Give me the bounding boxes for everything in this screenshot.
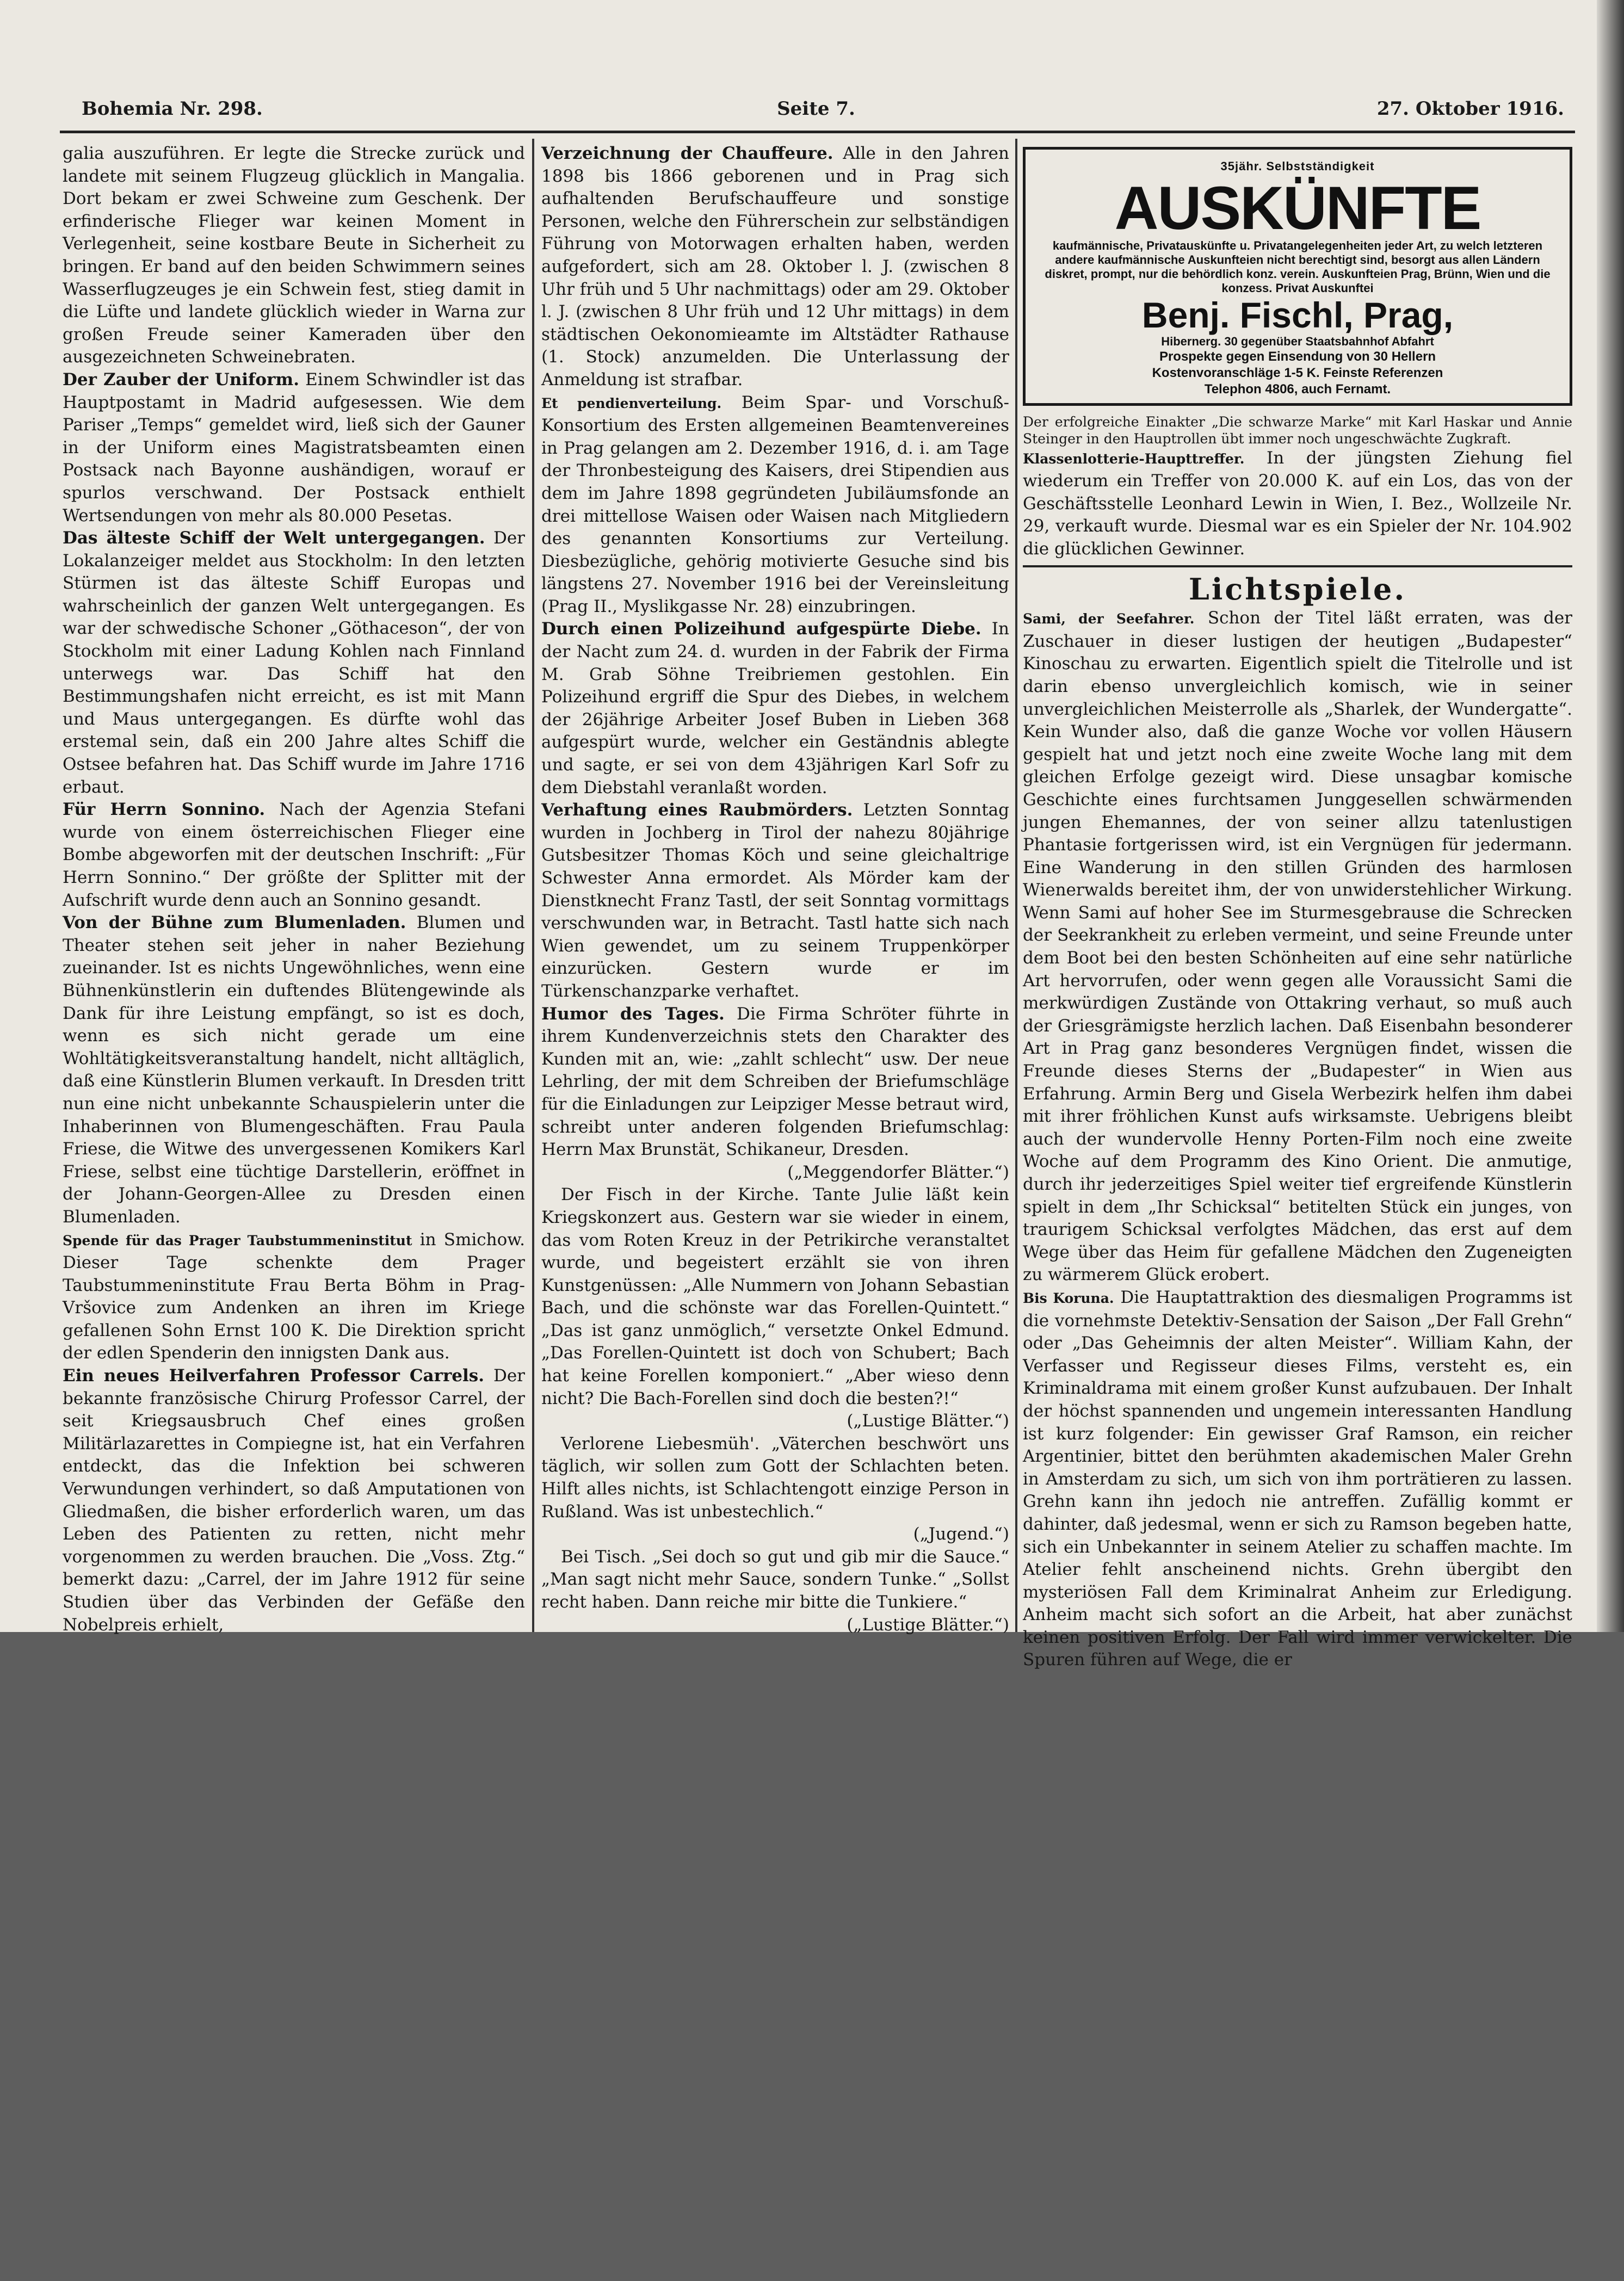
header-date: 27. Oktober 1916. [1376, 98, 1564, 120]
section-title: Lichtspiele. [1188, 571, 1407, 607]
article-headline: Sami, der Seefahrer. [1023, 611, 1195, 627]
article-body: Einem Schwindler ist das Hauptpostamt in Madrid aufgesessen. Wie dem Pariser „Temps“ gemeldet wird, ließ sich der Gauner in der Uniform eines Magistratsbeamten einen Postsack nach Bayonne aushändigen, worauf er spurlos verschwand. Der Postsack enthielt Wertsendungen von mehr als 80.000 Pesetas. [63, 369, 526, 526]
ad-firm-name: Benj. Fischl, Prag, [1141, 294, 1454, 335]
ad-top-line: 35jähr. Selbstständigkeit [1220, 159, 1375, 173]
page-edge-shadow [1597, 0, 1624, 1632]
ad-footer-2: Kostenvoranschläge 1-5 K. Feinste Referenzen [1152, 365, 1443, 380]
quote-source: („Lustige Blätter.“) [847, 1411, 1009, 1431]
article-headline: Humor des Tages. [541, 1004, 725, 1024]
page-header [82, 98, 1564, 131]
ad-address: Hibernerg. 30 gegenüber Staatsbahnhof Abfahrt [1161, 334, 1434, 348]
column-divider-2 [1015, 139, 1017, 1632]
ad-footer-3: Telephon 4806, auch Fernamt. [1204, 381, 1391, 397]
article-body: In der jüngsten Ziehung fiel wiederum ein Treffer von 20.000 K. auf ein Los, das von der Geschäftsstelle Leonhard Lewin in Wien, I. Bez., Wollzeile Nr. 29, verkauft wurde. Diesmal war es ein Spieler der Nr. 104.902 die glücklichen Gewinner. [1023, 448, 1572, 559]
article-body: Alle in den Jahren 1898 bis 1866 geborenen und in Prag sich aufhaltenden Berufschauffeure und sonstige Personen, welche den Führerschein zur selbständigen Führung von Motorwagen erhalten haben, werden aufgefordert, sich am 28. Oktober l. J. (zwischen 8 Uhr früh und 5 Uhr nachmittags) oder am 29. Oktober l. J. (zwischen 8 Uhr früh und 12 Uhr mittags) in dem städtischen Oekonomieamte im Altstädter Rathause (1. Stock) anzumelden. Die Unterlassung der Anmeldung ist strafbar. [541, 144, 1009, 390]
ad-footer-1: Prospekte gegen Einsendung von 30 Hellern [1159, 349, 1436, 364]
article-headline: Verhaftung eines Raubmörders. [541, 800, 853, 820]
quote-source: („Lustige Blätter.“) [847, 1615, 1009, 1635]
article-body: in Smichow. Dieser Tage schenkte dem Prager Taubstummeninstitute Frau Berta Böhm in Prag-Vršovice zum Andenken an ihren im Kriege gefallenen Sohn Ernst 100 K. Die Direktion spricht der edlen Spenderin den innigsten Dank aus. [63, 1229, 526, 1363]
article-headline: Ein neues Heilverfahren Professor Carrels. [63, 1366, 485, 1386]
ad-headline: AUSKÜNFTE [1114, 174, 1481, 242]
article-headline: Durch einen Polizeihund aufgespürte Diebe. [541, 619, 981, 639]
header-issue: Bohemia Nr. 298. [82, 98, 263, 120]
article-headline: Von der Bühne zum Blumenladen. [63, 913, 406, 933]
article-headline: Der Zauber der Uniform. [63, 369, 299, 390]
article-paragraph: Bei Tisch. „Sei doch so gut und gib mir die Sauce.“ „Man sagt nicht mehr Sauce, sondern Tunke.“ „Sollst recht haben. Dann reiche mir bitte die Tunkiere.“ [541, 1547, 1009, 1612]
article-headline: Bis Koruna. [1023, 1290, 1114, 1306]
article-headline: Das älteste Schiff der Welt untergegangen. [63, 528, 485, 548]
column-3 [1023, 143, 1573, 1670]
header-rule [60, 131, 1575, 133]
article-headline: Verzeichnung der Chauffeure. [541, 144, 833, 163]
article-body: Blumen und Theater stehen seit jeher in naher Beziehung zueinander. Ist es nichts Ungewöhnliches, wenn eine Bühnenkünstlerin ein duftendes Blütengewinde als Dank für ihre Leistung empfängt, so ist es doch, wenn es sich nicht gerade um eine Wohltätigkeitsveranstaltung handelt, nicht alltäglich, daß eine Künstlerin Blumen verkauft. In Dresden tritt nun eine nicht unbekannte Schauspielerin unter die Inhaberinnen von Blumengeschäften. Frau Paula Friese, die Witwe des unvergessenen Komikers Karl Friese, selbst eine tüchtige Darstellerin, eröffnet in der Johann-Georgen-Allee zu Dresden einen Blumenladen. [63, 913, 525, 1227]
article-paragraph: galia auszuführen. Er legte die Strecke zurück und landete mit seinem Flugzeug glücklich in Mangalia. Dort bekam er zwei Schweine zum Geschenk. Der erfinderische Flieger war keinen Moment in Verlegenheit, seine kostbare Beute in Sicherheit zu bringen. Er band auf den beiden Schwimmern seines Wasserflugzeuges je ein Schwein fest, stieg damit in die Lüfte und landete glücklich wieder in Warna zur großen Freude seiner Kameraden über den ausgezeichneten Schweinebraten. [63, 144, 525, 367]
article-paragraph: Der Fisch in der Kirche. Tante Julie läßt kein Kriegskonzert aus. Gestern war sie wieder in einem, das vom Roten Kreuz in der Petrikirche veranstaltet wurde, und begeistert erzählt sie von ihren Kunstgenüssen: „Alle Nummern von Johann Sebastian Bach, und die schönste war das Forellen-Quintett.“ „Das ist ganz unmöglich,“ versetzte Onkel Edmund. „Das Forellen-Quintett ist doch von Schubert; Bach hat keine Forellen komponiert.“ „Aber wieso denn nicht? Die Bach-Forellen sind doch die besten?!“ [541, 1185, 1009, 1408]
article-headline: Für Herrn Sonnino. [63, 800, 265, 820]
article-body: In der Nacht zum 24. d. wurden in der Fabrik der Firma M. Grab Söhne Treibriemen gestohlen. Ein Polizeihund ergriff die Spur des Diebes, in welchem der 26jährige Arbeiter Josef Buben in Lieben 368 aufgespürt wurde, welcher ein Geständnis ablegte und sagte, er sei von dem 43jährigen Karl Sofr zu dem Diebstahl veranlaßt worden. [541, 619, 1010, 798]
article-body: Der Lokalanzeiger meldet aus Stockholm: In den letzten Stürmen ist das älteste Schiff Europas und wahrscheinlich der ganzen Welt untergegangen. Es war der schwedische Schoner „Göthaceson“, der von Stockholm mit einer Ladung Kohlen nach Finnland unterwegs war. Das Schiff hat den Bestimmungshafen nicht erreicht, es ist mit Mann und Maus untergegangen. Es dürfte wohl das erstemal sein, daß ein 200 Jahre altes Schiff die Ostsee befahren hat. Das Schiff wurde im Jahre 1716 erbaut. [63, 528, 525, 797]
article-body: Nach der Agenzia Stefani wurde von einem österreichischen Flieger eine Bombe abgeworfen mit der deutschen Inschrift: „Für Herrn Sonnino.“ Der größte der Splitter mit der Aufschrift wurde denn auch an Sonnino gesandt. [63, 800, 525, 910]
article-body: Der bekannte französische Chirurg Professor Carrel, der seit Kriegsausbruch Chef eines großen Militärlazarettes in Compiegne ist, hat ein Verfahren entdeckt, das die Infektion bei schweren Verwundungen verhindert, so daß Amputationen von Gliedmaßen, die bisher erforderlich waren, um das Leben des Patienten zu retten, nicht mehr vorgenommen zu werden brauchen. Die „Voss. Ztg.“ bemerkt dazu: „Carrel, der im Jahre 1912 für seine Studien über das Verbinden der Gefäße den Nobelpreis erhielt, [63, 1366, 525, 1635]
article-headline: Spende für das Prager Taubstummeninstitut [63, 1232, 412, 1248]
column-divider-1 [532, 139, 534, 1632]
article-headline: Klassenlotterie-Haupttreffer. [1023, 450, 1245, 467]
article-body: Beim Spar- und Vorschuß-Konsortium des Ersten allgemeinen Beamtenvereines in Prag gelangen am 2. Dezember 1916, d. i. am Tage der Thronbesteigung des Kaisers, drei Stipendien aus dem im Jahre 1898 gegründeten Jubiläumsfonde an drei mittellose Waisen oder Waisen nach Mitgliedern des genannten Konsortiums zur Verteilung. Diesbezügliche, gehörig motivierte Gesuche sind bis längstens 27. November 1916 bei der Vereinsleitung (Prag II., Myslikgasse Nr. 28) einzubringen. [541, 392, 1009, 616]
ad-body: kaufmännische, Privatauskünfte u. Privatangelegenheiten jeder Art, zu welch letzteren andere kaufmännische Auskunfteien nicht berechtigt sind, besorgt aus allen Ländern diskret, prompt, nur die behördlich konz. verein. Auskunfteien Prag, Brünn, Wien und die konzess. Privat Auskunftei [1045, 238, 1551, 295]
article-headline: Et pendienverteilung. [541, 395, 722, 411]
article-paragraph: Verlorene Liebesmüh'. „Väterchen beschwört uns täglich, wir sollen zum Gott der Schlachten beten. Hilft alles nichts, ist Schlachtengott einzige Person in Rußland. Was ist unbestechlich.“ [541, 1433, 1009, 1522]
article-body: Letzten Sonntag wurden in Jochberg in Tirol der nahezu 80jährige Gutsbesitzer Thomas Köch und seine gleichaltrige Schwester Anna ermordet. Als Mörder kam der Dienstknecht Franz Tastl, der seit Sonntag vormittags verschwunden war, in Betracht. Tastl hatte sich nach Wien gewendet, um zu seinem Truppenkörper einzurücken. Gestern wurde er im Türkenschanzparke verhaftet. [541, 800, 1009, 1001]
article-paragraph: Der erfolgreiche Einakter „Die schwarze Marke“ mit Karl Haskar und Annie Steinger in den Hauptrollen übt immer noch ungeschwächte Zugkraft. [1023, 413, 1572, 447]
quote-source: („Meggendorfer Blätter.“) [787, 1162, 1009, 1182]
column-2 [541, 143, 1010, 1635]
section-divider [1023, 565, 1572, 567]
article-body: Die Firma Schröter führte in ihrem Kundenverzeichnis stets den Charakter des Kunden mit an, wie: „zahlt schlecht“ usw. Der neue Lehrling, der mit dem Schreiben der Briefumschläge für die Einladungen zur Leipziger Messe betraut wird, schreibt unter anderen folgenden Briefumschlag: Herrn Max Brunstät, Schikaneur, Dresden. [541, 1004, 1009, 1160]
header-page-number: Seite 7. [777, 98, 855, 120]
advertisement-auskuenfte [1023, 147, 1572, 406]
article-body: Schon der Titel läßt erraten, was der Zuschauer in dieser lustigen der heutigen „Budapester“ Kinoschau zu erwarten. Eigentlich spielt die Titelrolle und ist darin ebenso unvergleichlich komisch, wie in seiner unvergleichlichen Meisterrolle als „Sharlek, der Wundergatte“. Kein Wunder also, daß die ganze Woche vor vollen Häusern gespielt hat und jetzt noch eine zweite Woche lang mit dem gleichen Erfolge gezeigt wird. Diese unsagbar komische Geschichte eines furchtsamen Junggesellen schwärmenden jungen Ehemannes, der von seiner allzu tatenlustigen Phantasie fortgerissen wird, ist ein Vergnügen für jedermann. Eine Wanderung in den stillen Gründen des harmlosen Wienerwalds bereitet ihm, der von unwiderstehlicher Wirkung. Wenn Sami auf hoher See im Sturmesgebrause die Schrecken der Seekrankheit zu erleben vermeint, und seine Freunde unter dem Boot bei den besten Schönheiten auf eine sehr natürliche Art hervorrufen, oder wenn gegen alle Voraussicht Sami die merkwürdigen Zustände von Ottakring verhaut, so muß auch der Griesgrämigste herzlich lachen. Daß Eisenbahn besonderer Art in Prag ganz besonderes Vergnügen findet, wissen die Freunde dieses Sterns der „Budapester“ in Wien aus Erfahrung. Armin Berg und Gisela Werbezirk helfen ihm dabei mit ihrer fröhlichen Kunst aufs wirksamste. Uebrigens bleibt auch der wundervolle Henny Porten-Film noch eine zweite Woche auf dem Programm des Kino Orient. Die anmutige, durch ihr jederzeitiges Spiel weiter tief ergreifende Künstlerin spielt in dem „Ihr Schicksal“ betitelten Stück ein junges, von traurigem Schicksal verfolgtes Mädchen, das erst auf dem Wege über das Heim für gefallene Mädchen den Zugeneigten zu wärmerem Glück erobert. [1023, 608, 1572, 1285]
article-body: Die Hauptattraktion des diesmaligen Programms ist die vornehmste Detektiv-Sensation der Saison „Der Fall Grehn“ oder „Das Geheimnis der alten Meister“. William Kahn, der Verfasser und Regisseur dieses Films, versteht es, ein Kriminaldrama mit einem großer Kunst aufzubauen. Der Inhalt der höchst spannenden und ungemein interessanten Handlung ist kurz folgender: Ein gewisser Graf Ramson, ein reicher Argentinier, bittet den berühmten akademischen Maler Grehn in Amsterdam zu sich, um sich von ihm porträtieren zu lassen. Grehn kann ihn jedoch nie antreffen. Zufällig kommt er dahinter, daß jedesmal, wenn er sich zu Ramson begeben hatte, sich ein Unbekannter in seinem Atelier zu schaffen machte. Im Atelier fehlt anscheinend nichts. Grehn übergibt den mysteriösen Fall dem Kriminalrat Anheim zur Erledigung. Anheim macht sich sofort an die Arbeit, hat aber zunächst keinen positiven Erfolg. Der Fall wird immer verwickelter. Die Spuren führen auf Wege, die er [1023, 1287, 1573, 1670]
column-1 [63, 143, 526, 1635]
quote-source: („Jugend.“) [913, 1524, 1009, 1544]
